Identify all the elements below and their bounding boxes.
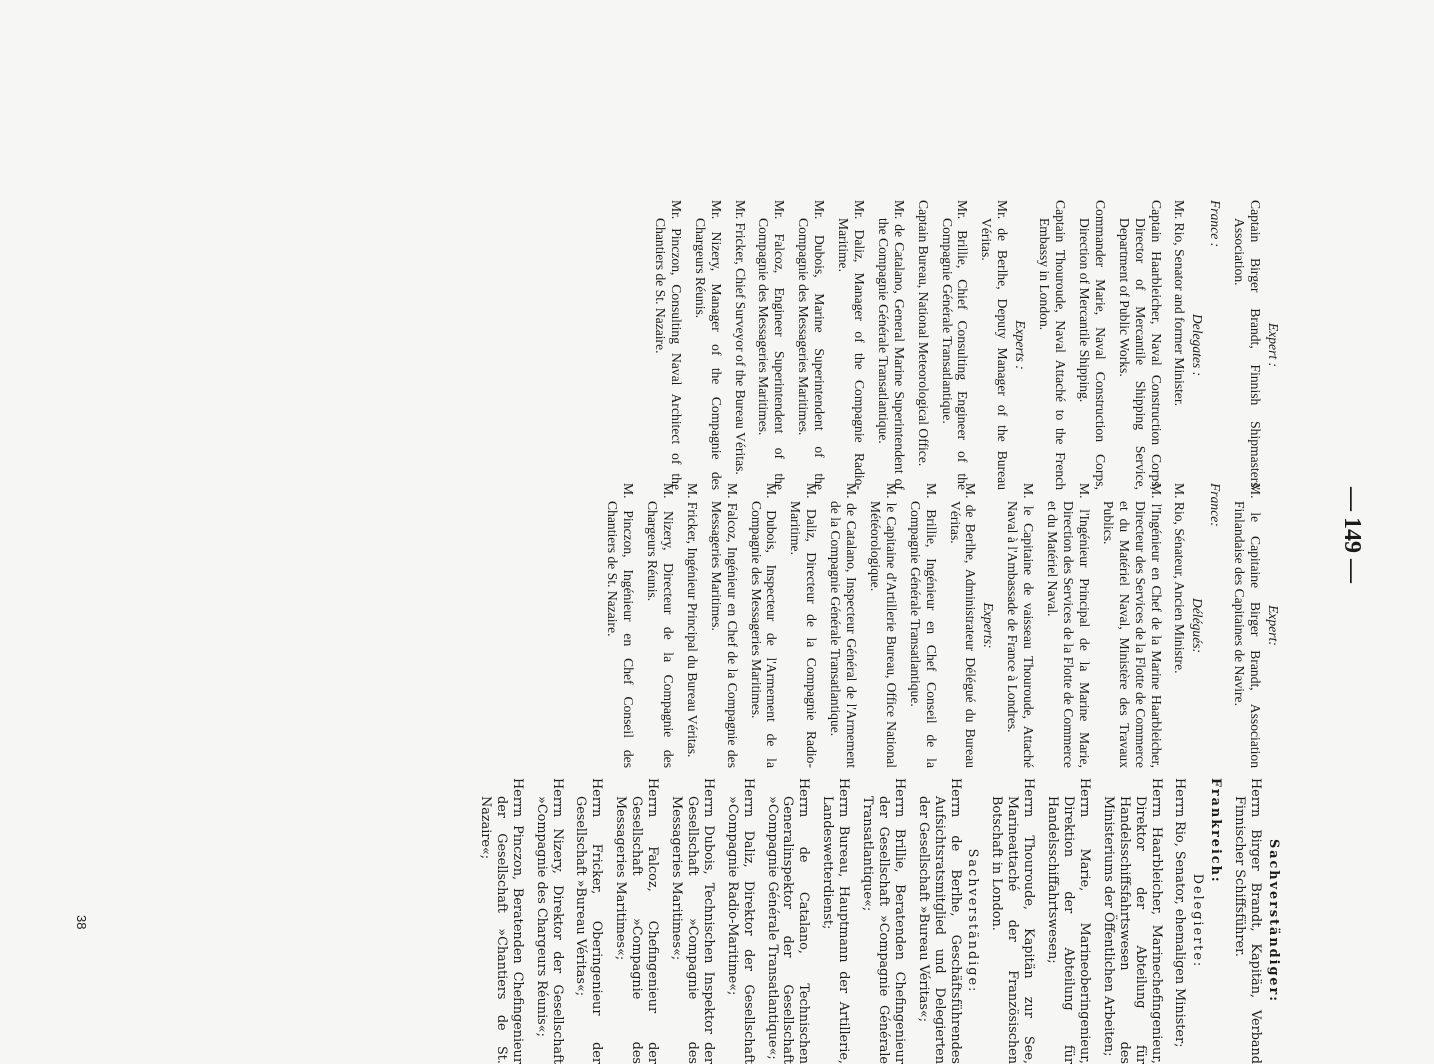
expert-list-entry: Herrn Nizery, Direktor der Gesellschaft »Compagnie des Chargeurs Réunis«; <box>533 778 565 1064</box>
expert-list-entry: Mr. Nizery, Manager of the Compagnie des Chargeurs Réunis. <box>692 200 724 490</box>
expert-list-entry: Herrn Fricker, Oberingenieur der Gesellschaft »Bureau Véritas«; <box>573 778 605 1064</box>
expert-entry: Captain Birger Brandt, Finnish Shipmasters' Association. <box>1232 200 1264 490</box>
expert-list-entry: Mr. Brillie, Chief Consulting Engineer of the Compagnie Générale Transatlantique. <box>939 200 971 490</box>
expert-list-entry: M. Fricker, Ingénieur Principal du Bureau Véritas. <box>684 483 700 758</box>
expert-list-entry: Herrn Dubois, Technischen Inspektor der Gesellschaft »Compagnie des Messageries Maritimes«; <box>669 778 716 1064</box>
expert-list-entry: M. Nizery, Directeur de la Compagnie des Chargeurs Réunis. <box>645 483 676 768</box>
expert-list-entry: Mr. Daliz, Manager of the Compagnie Radio-Maritime. <box>836 200 867 490</box>
expert-list-entry: Mr. Fricker, Chief Surveyor of the Bureau Véritas. <box>732 200 748 475</box>
expert-list-entry: Mr. Pinczon, Consulting Naval Architect of the Chantiers de St. Nazaire. <box>652 200 684 490</box>
delegates-heading: Délégués: <box>1190 597 1206 654</box>
expert-entry: M. le Capitaine Birger Brandt, Association Finlandaise des Capitaines de Navire. <box>1232 483 1264 768</box>
delegate-entry: Captain Haarbleicher, Naval Construction Corps, Director of Mercantile Shipping Service, Department of Public Works. <box>1116 200 1164 490</box>
expert-list-entry: Herrn Bureau, Hauptmann der Artillerie, Landeswetterdienst; <box>820 778 852 1064</box>
printer-signature: 38 <box>74 915 89 930</box>
delegate-entry: Herrn Thouroude, Kapitän zur See, Marineattaché der Französischen Botschaft in London. <box>989 778 1037 1064</box>
expert-list-entry: M. Brillie, Ingénieur en Chef Conseil de la Compagnie Générale Transatlantique. <box>907 483 939 768</box>
expert-list-entry: Herrn Daliz, Direktor der Gesellschaft »Compagnie Radio-Maritime«; <box>724 778 756 1064</box>
expert-heading: Expert : <box>1266 322 1281 368</box>
expert-entry: Herrn Birger Brandt, Kapitän, Verband Finnischer Schiffsführer. <box>1232 778 1264 1064</box>
expert-list-entry: Mr. Falcoz, Engineer Superintendent of the Compagnie des Messageries Maritimes. <box>756 200 788 490</box>
delegate-entry: M. l'Ingénieur Principal de la Marine Marie, Direction des Services de la Flotte de Commerce et du Matériel Naval. <box>1045 483 1092 768</box>
country-heading: France: <box>1208 483 1224 527</box>
expert-heading: Expert: <box>1266 605 1281 646</box>
expert-list-entry: M. le Capitaine d'Artillerie Bureau, Office National Météorologique. <box>867 483 899 768</box>
expert-list-entry: Captain Bureau, National Meteorological Office. <box>915 200 931 467</box>
expert-heading: Sachverständiger: <box>1266 838 1281 1004</box>
expert-list-entry: M. de Catalano, Inspecteur Général de l'Armement de la Compagnie Générale Transatlantique. <box>828 483 860 768</box>
experts-heading: Experts: <box>981 602 997 649</box>
expert-list-entry: M. Dubois, Inspecteur de l'Armement de la Compagnie des Messageries Maritimes. <box>748 483 780 768</box>
expert-list-entry: Herrn de Berlhe, Geschäftsführendes Aufsichtsratsmitglied und Delegierten der Gesellschaft »Bureau Véritas«; <box>915 778 963 1064</box>
delegates-heading: Delegates : <box>1190 313 1206 377</box>
expert-list-entry: M. Daliz, Directeur de la Compagnie Radio-Maritime. <box>788 483 820 768</box>
delegate-entry: Herrn Marie, Marineoberingenieur, Direktion der Abteilung für Handelsschiffahrtswesen; <box>1045 778 1092 1064</box>
expert-list-entry: M. Pinczon, Ingénieur en Chef Conseil des Chantiers de St. Nazaire. <box>605 483 637 768</box>
delegate-entry: Mr. Rio, Senator and former Minister. <box>1172 200 1188 407</box>
country-heading: France : <box>1208 200 1224 248</box>
expert-list-entry: Herrn Brillie, Beratenden Chefingenieur der Gesellschaft »Compagnie Générale Transatlantique«; <box>860 778 907 1064</box>
expert-list-entry: Herrn Pinczon, Beratenden Chefingenieur der Gesellschaft »Chantiers de St. Nazaire«; <box>477 778 525 1064</box>
delegate-entry: M. le Capitaine de vaisseau Thouroude, Attaché Naval à l'Ambassade de France à Londres. <box>1005 483 1037 768</box>
expert-list-entry: M. Falcoz, Ingénieur en Chef de la Compagnie des Messageries Maritimes. <box>708 483 740 768</box>
delegate-entry: Captain Thouroude, Naval Attaché to the French Embassy in London. <box>1037 200 1069 490</box>
delegate-entry: Commander Marie, Naval Construction Corps, Direction of Mercantile Shipping. <box>1076 200 1108 490</box>
funding-note-container <box>0 35 1399 1035</box>
experts-heading: Sachverständige: <box>965 848 981 994</box>
expert-list-entry: Herrn Falcoz, Chefingenieur der Gesellschaft »Compagnie des Messageries Maritimes«; <box>613 778 661 1064</box>
document-page <box>0 35 1399 1064</box>
expert-list-entry: Mr. de Catalano, General Marine Superintendent of the Compagnie Générale Transatlantique. <box>875 200 907 490</box>
expert-list-entry: Herrn de Catalano, Technischen Generalinspektor der Gesellschaft »Compagnie Générale Transatlantique«; <box>764 778 812 1064</box>
delegate-entry: M. Rio, Sénateur, Ancien Ministre. <box>1172 483 1188 674</box>
expert-list-entry: Mr. Dubois, Marine Superintendent of the Compagnie des Messageries Maritimes. <box>796 200 828 490</box>
delegate-entry: Herrn Haarbleicher, Marinechefingenieur, Direktor der Abteilung für Handelsschiffsfahrtswesen des Ministeriums der Öffentlichen Arbeiten; <box>1100 778 1164 1064</box>
delegates-heading: Delegierte: <box>1190 873 1206 969</box>
page-number: — 149 — <box>1339 487 1365 583</box>
expert-list-entry: M. de Berlhe, Administrateur Délégué du Bureau Véritas. <box>947 483 979 768</box>
country-heading: Frankreich: <box>1208 778 1224 884</box>
expert-list-entry: Mr. de Berlhe, Deputy Manager of the Bureau Véritas. <box>979 200 1011 490</box>
delegate-entry: M. l'Ingénieur en Chef de la Marine Haarbleicher, Directeur des Services de la Flotte de Commerce et du Matériel Naval, Ministère des Travaux Publics. <box>1100 483 1164 768</box>
delegate-entry: Herrn Rio, Senator, ehemaligen Minister; <box>1172 778 1188 1048</box>
experts-heading: Experts : <box>1013 320 1029 370</box>
